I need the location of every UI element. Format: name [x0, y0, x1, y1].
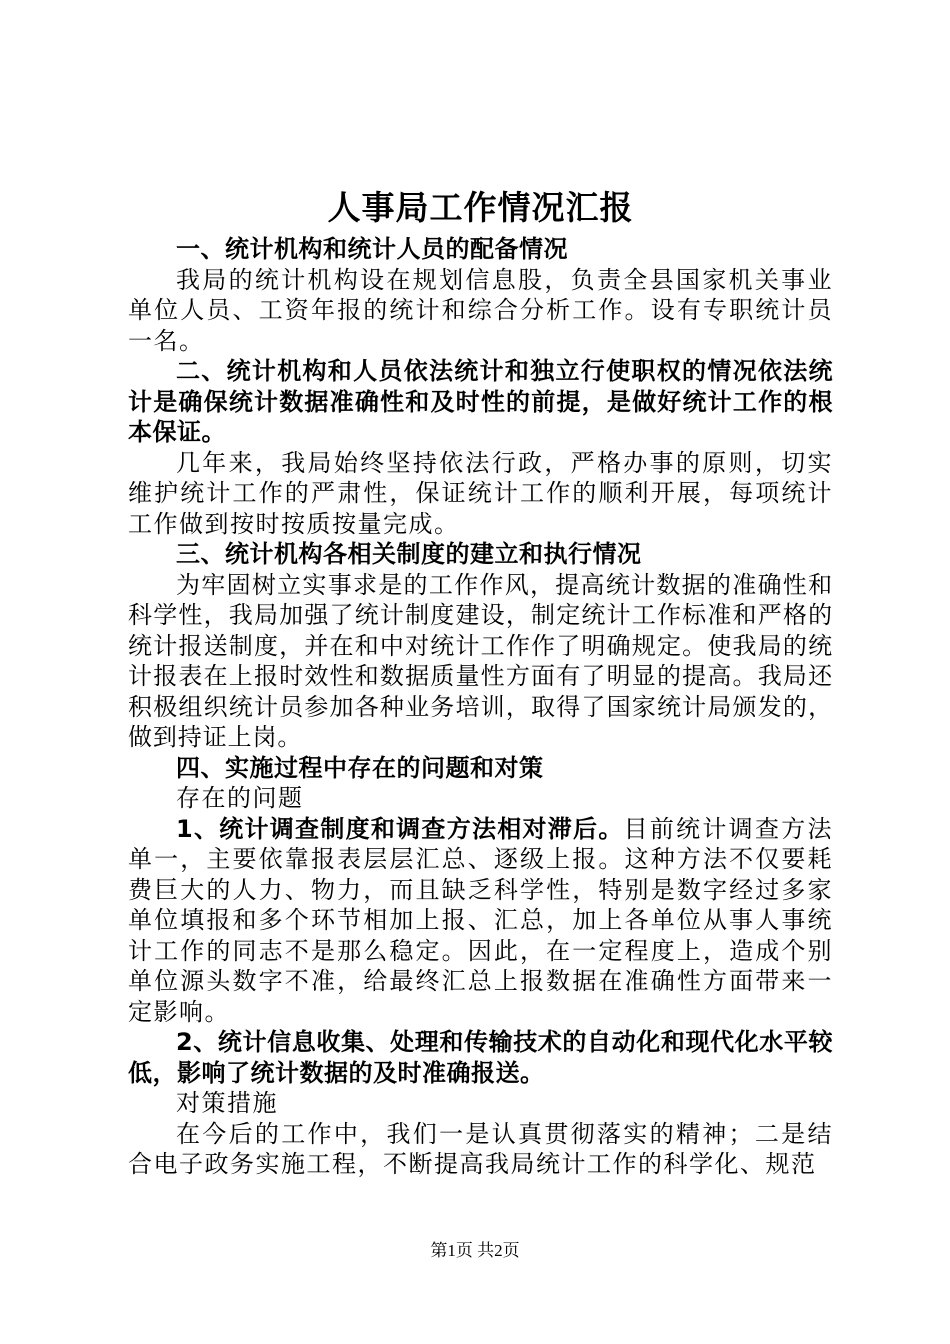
- subheading-problems: 存在的问题: [176, 784, 304, 812]
- paragraph-measures: 在今后的工作中，我们一是认真贯彻落实的精神；二是结合电子政务实施工程，不断提高我局统计工作的科学化、规范: [128, 1119, 833, 1178]
- document-title: 人事局工作情况汇报: [327, 188, 634, 227]
- paragraph-3: 为牢固树立实事求是的工作作风，提高统计数据的准确性和科学性，我局加强了统计制度建设，制定统计工作标准和严格的统计报送制度，并在和中对统计工作作了明确规定。使我局的统计报表在上报时效性和数据质量性方面有了明显的提高。我局还积极组织统计员参加各种业务培训，取得了国家统计局颁发的，做到持证上岗。: [128, 570, 833, 751]
- section-heading-1: 一、统计机构和统计人员的配备情况: [176, 235, 568, 263]
- problem-1-body: 目前统计调查方法单一，主要依靠报表层层汇总、逐级上报。这种方法不仅要耗费巨大的人力、物力，而且缺乏科学性，特别是数字经过多家单位填报和多个环节相加上报、汇总，加上各单位从事人事统计工作的同志不是那么稳定。因此，在一定程度上，造成个别单位源头数字不准，给最终汇总上报数据在准确性方面带来一定影响。: [128, 814, 833, 1026]
- paragraph-2: 几年来，我局始终坚持依法行政，严格办事的原则，切实维护统计工作的严肃性，保证统计工作的顺利开展，每项统计工作做到按时按质按量完成。: [128, 448, 833, 538]
- paragraph-problem-1: [128, 814, 833, 1028]
- subheading-measures: 对策措施: [176, 1089, 278, 1117]
- section-heading-3: 三、统计机构各相关制度的建立和执行情况: [176, 540, 642, 568]
- document-body: [128, 186, 833, 1180]
- paragraph-1: 我局的统计机构设在规划信息股，负责全县国家机关事业单位人员、工资年报的统计和综合分析工作。设有专职统计员一名。: [128, 265, 833, 355]
- section-heading-4: 四、实施过程中存在的问题和对策: [176, 753, 544, 782]
- page-number-footer: 第1页 共2页: [430, 1241, 520, 1260]
- problem-2-heading: 2、统计信息收集、处理和传输技术的自动化和现代化水平较低，影响了统计数据的及时准确报送。: [128, 1028, 833, 1087]
- section-heading-2: 二、统计机构和人员依法统计和独立行使职权的情况依法统计是确保统计数据准确性和及时性的前提，是做好统计工作的根本保证。: [128, 357, 833, 446]
- problem-1-lead: 1、统计调查制度和调查方法相对滞后。: [176, 814, 624, 843]
